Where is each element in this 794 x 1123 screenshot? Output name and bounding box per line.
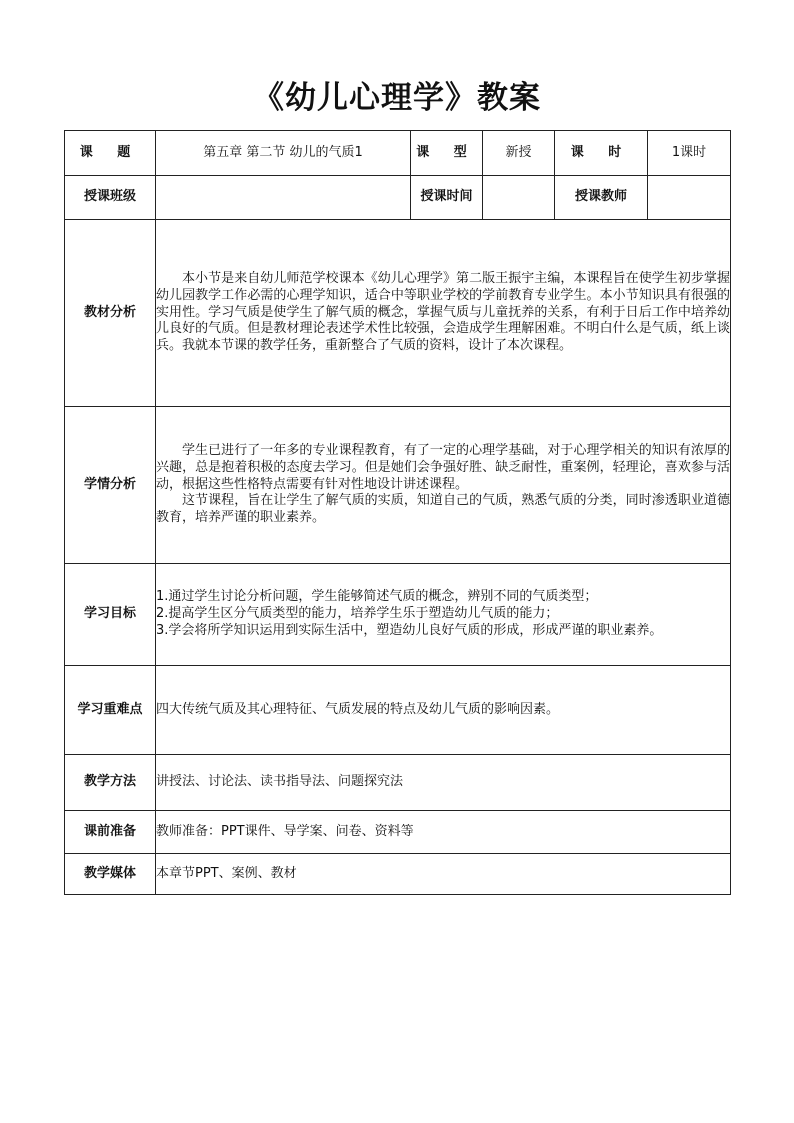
students-content — [156, 407, 731, 564]
goals-content — [156, 564, 731, 666]
topic-label: 课 题 — [65, 131, 156, 176]
keypoints-text: 四大传统气质及其心理特征、气质发展的特点及幼儿气质的影响因素。 — [156, 666, 731, 755]
section-goals — [65, 564, 731, 666]
time-value — [483, 176, 555, 220]
section-media — [65, 854, 731, 895]
material-text: 本小节是来自幼儿师范学校课本《幼儿心理学》第二版王振宇主编，本课程旨在使学生初步掌握幼儿园教学工作必需的心理学知识，适合中等职业学校的学前教育专业学生。本小节知识具有很强的实用性。学习气质是使学生了解气质的概念，掌握气质与儿童抚养的关系，有利于日后工作中培养幼儿良好的气质。但是教材理论表述学术性比较强，会造成学生理解困难。不明白什么是气质，纸上谈兵。我就本节课的教学任务，重新整合了气质的资料，设计了本次课程。 — [156, 270, 730, 354]
goal-item: 3.学会将所学知识运用到实际生活中，塑造幼儿良好气质的形成，形成严谨的职业素养。 — [156, 622, 663, 638]
material-label: 教材分析 — [65, 220, 156, 407]
goal-item: 1.通过学生讨论分析问题，学生能够简述气质的概念，辨别不同的气质类型； — [156, 589, 598, 605]
teacher-value — [648, 176, 731, 220]
methods-text: 讲授法、讨论法、读书指导法、问题探究法 — [156, 755, 731, 811]
class-value — [156, 176, 411, 220]
section-methods — [65, 755, 731, 811]
media-text: 本章节PPT、案例、教材 — [156, 854, 731, 895]
students-text-2: 这节课程，旨在让学生了解气质的实质，知道自己的气质，熟悉气质的分类，同时渗透职业道德教育，培养严谨的职业素养。 — [156, 493, 730, 526]
methods-label: 教学方法 — [65, 755, 156, 811]
hours-label: 课 时 — [555, 131, 648, 176]
header-row-class — [65, 176, 731, 220]
hours-value: 1课时 — [648, 131, 731, 176]
lesson-plan-table — [64, 130, 731, 895]
section-preparation — [65, 811, 731, 854]
students-label: 学情分析 — [65, 407, 156, 564]
material-content — [156, 220, 731, 407]
goals-label: 学习目标 — [65, 564, 156, 666]
type-label: 课 型 — [411, 131, 483, 176]
preparation-text: 教师准备：PPT课件、导学案、问卷、资料等 — [156, 811, 731, 854]
document-title: 《幼儿心理学》教案 — [253, 80, 541, 116]
header-row-topic — [65, 131, 731, 176]
keypoints-label: 学习重难点 — [65, 666, 156, 755]
class-label: 授课班级 — [65, 176, 156, 220]
students-text-1: 学生已进行了一年多的专业课程教育，有了一定的心理学基础，对于心理学相关的知识有浓厚的兴趣，总是抱着积极的态度去学习。但是她们会争强好胜、缺乏耐性，重案例，轻理论，喜欢参与活动，根据这些性格特点需要有针对性地设计讲述课程。 — [156, 442, 730, 492]
section-keypoints — [65, 666, 731, 755]
media-label: 教学媒体 — [65, 854, 156, 895]
time-label: 授课时间 — [411, 176, 483, 220]
topic-value: 第五章 第二节 幼儿的气质1 — [156, 131, 411, 176]
section-material — [65, 220, 731, 407]
goal-item: 2.提高学生区分气质类型的能力，培养学生乐于塑造幼儿气质的能力； — [156, 606, 559, 622]
teacher-label: 授课教师 — [555, 176, 648, 220]
type-value: 新授 — [483, 131, 555, 176]
preparation-label: 课前准备 — [65, 811, 156, 854]
section-students — [65, 407, 731, 564]
